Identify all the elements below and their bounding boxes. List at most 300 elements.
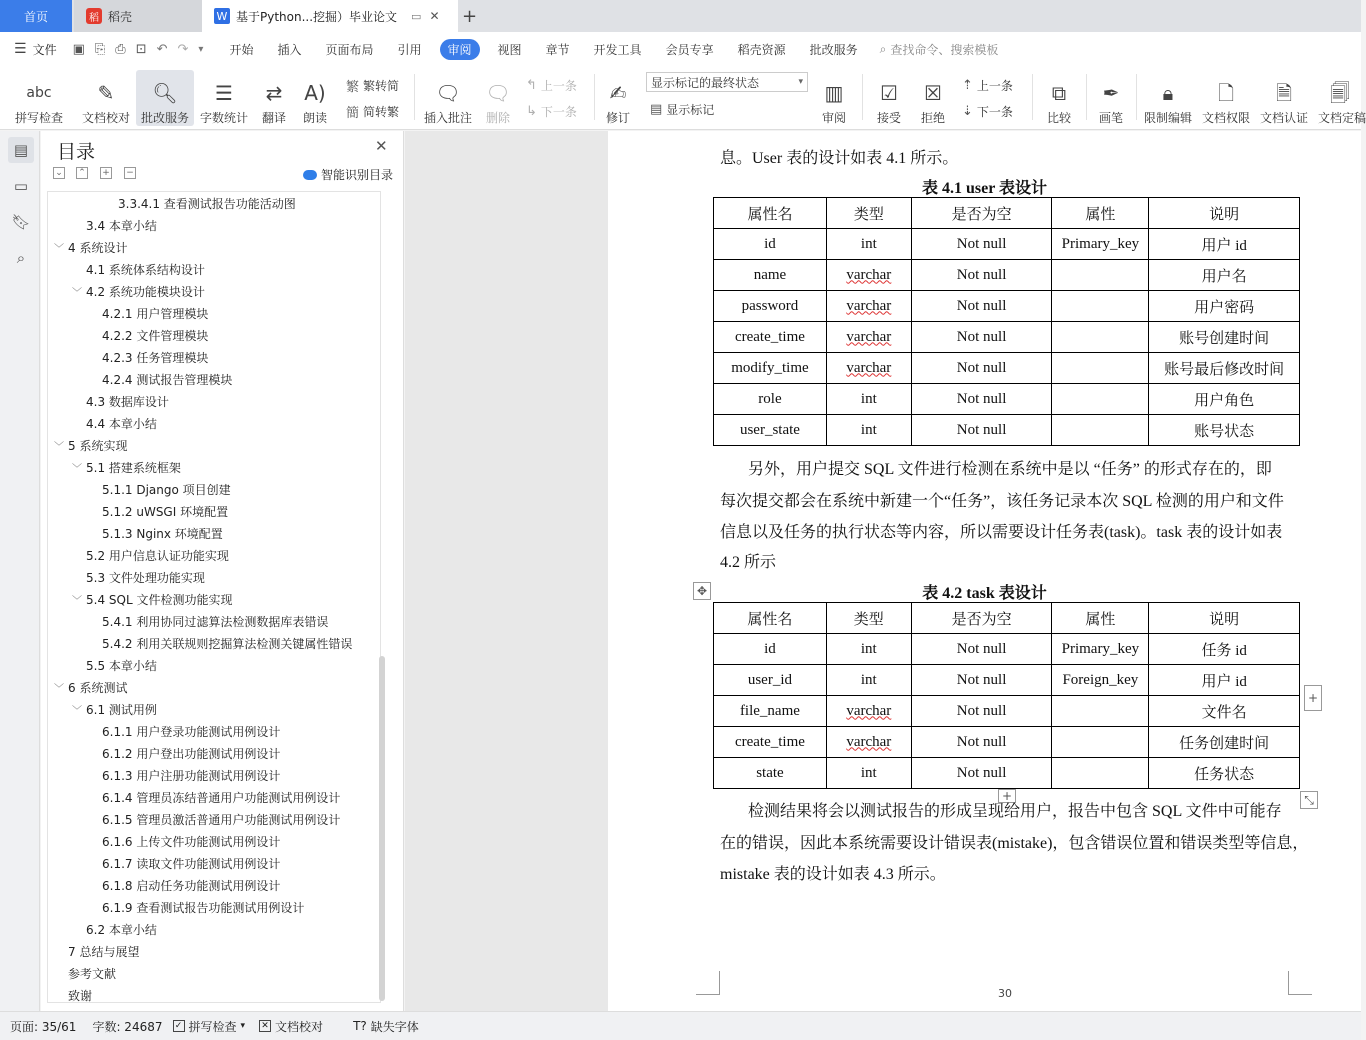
toc-item[interactable]: [72, 280, 205, 302]
paragraph-line: 息。User 表的设计如表 4.1 所示。: [720, 150, 959, 167]
page-corner-mark: [696, 971, 720, 995]
toc-item-label: 6.1.9 查看测试报告功能测试用例设计: [102, 900, 305, 915]
table-cell-text: name: [753, 266, 787, 283]
comment-plus-icon: 🗨︎: [435, 81, 461, 105]
table-cell-text: int: [860, 764, 877, 781]
save-icon[interactable]: ▣: [72, 41, 85, 57]
table-cell-text: varchar: [846, 266, 892, 283]
doc-certify-button[interactable]: [1258, 70, 1310, 126]
table-cell[interactable]: [714, 260, 827, 291]
toc-item[interactable]: [68, 962, 116, 984]
command-search[interactable]: 查找命令、搜索模板: [890, 42, 999, 57]
table-cell-text: file_name: [739, 702, 800, 719]
correction-service-button[interactable]: [136, 70, 194, 126]
menu-page-layout[interactable]: 页面布局: [325, 42, 374, 57]
tab-document[interactable]: [202, 0, 458, 32]
compare-label: 比较: [1046, 111, 1071, 125]
simp-to-trad-icon: 簡: [346, 105, 360, 121]
tab-home[interactable]: [0, 0, 72, 32]
doc-finalize-icon: 🗐: [1330, 81, 1350, 105]
table-cell[interactable]: [714, 727, 827, 758]
daoke-logo-icon: 稻: [86, 8, 102, 24]
expand-caret-icon[interactable]: ﹀: [72, 705, 82, 717]
proofread-icon: ✎: [97, 81, 115, 105]
document-page: [608, 131, 1361, 1011]
expand-caret-icon[interactable]: ﹀: [54, 441, 64, 453]
trad-to-simp-icon: 繁: [346, 79, 360, 95]
table-cell[interactable]: [1052, 696, 1149, 727]
table-cell[interactable]: [911, 665, 1052, 696]
collapse-all-icon[interactable]: ⌄: [53, 167, 65, 179]
toc-item[interactable]: [86, 412, 157, 434]
table-cell[interactable]: [911, 322, 1052, 353]
toc-item[interactable]: [86, 654, 157, 676]
toc-view-icon[interactable]: ▤: [8, 137, 34, 163]
translate-label: 翻译: [261, 111, 286, 125]
menu-view[interactable]: 视图: [497, 42, 522, 57]
table-header-cell[interactable]: 类型: [826, 198, 911, 229]
plus-icon[interactable]: +: [100, 167, 112, 179]
table-row: [714, 260, 1300, 291]
more-icon[interactable]: ▾: [198, 43, 204, 55]
table-cell-text: int: [860, 235, 877, 252]
task-table: [713, 602, 1300, 789]
print-icon[interactable]: ⎙: [115, 41, 126, 57]
toc-item[interactable]: [102, 500, 228, 522]
table-cell-text: Not null: [956, 359, 1007, 376]
table-header-cell[interactable]: 属性: [1052, 198, 1149, 229]
display-state-value: 显示标记的最终状态: [651, 75, 760, 90]
table-header-row: [714, 198, 1300, 229]
toc-item-label: 3.4 本章小结: [86, 218, 157, 233]
table-cell[interactable]: [1149, 353, 1300, 384]
table-cell-text: user_id: [747, 671, 793, 688]
toc-item[interactable]: [102, 808, 340, 830]
table-header-cell[interactable]: 是否为空: [911, 603, 1052, 634]
next-change-icon: ⇣: [962, 103, 973, 119]
toc-item[interactable]: [102, 896, 304, 918]
expand-up-icon[interactable]: ⌃: [76, 167, 88, 179]
review-pane-label: 审阅: [821, 111, 846, 125]
menu-correction[interactable]: 批改服务: [809, 42, 858, 57]
close-icon[interactable]: ✕: [375, 137, 388, 155]
next-comment-button[interactable]: [526, 100, 577, 122]
status-page[interactable]: 页面: 35/61: [10, 1019, 77, 1034]
table-header-cell[interactable]: 属性: [1052, 603, 1149, 634]
table-cell[interactable]: [826, 291, 911, 322]
table-cell[interactable]: [826, 353, 911, 384]
toc-item-label: 5.1 搭建系统框架: [86, 460, 181, 475]
table-cell[interactable]: [1149, 634, 1300, 665]
table-cell[interactable]: [714, 696, 827, 727]
table-cell[interactable]: [826, 696, 911, 727]
paragraph-line: mistake 表的设计如表 4.3 所示。: [720, 866, 946, 883]
menu-review[interactable]: 审阅: [440, 39, 480, 60]
toc-item-label: 4.3 数据库设计: [86, 394, 169, 409]
prev-change-icon: ⇡: [962, 77, 973, 93]
toc-item-label: 4.1 系统体系结构设计: [86, 262, 205, 277]
expand-caret-icon[interactable]: ﹀: [54, 243, 64, 255]
toc-item[interactable]: [102, 610, 328, 632]
table-cell[interactable]: [826, 727, 911, 758]
toc-item[interactable]: [54, 434, 127, 456]
table-cell[interactable]: [911, 384, 1052, 415]
trad-to-simp-label: 繁转简: [363, 78, 400, 93]
table-row: [714, 696, 1300, 727]
resize-table-icon[interactable]: ⤡: [1300, 791, 1318, 809]
toc-item[interactable]: [86, 566, 205, 588]
add-column-icon[interactable]: +: [1304, 685, 1322, 711]
toc-item-label: 4.2 系统功能模块设计: [86, 284, 205, 299]
table-cell-text: 文件名: [1201, 704, 1247, 721]
status-proofread[interactable]: [259, 1018, 323, 1035]
new-tab-icon[interactable]: +: [462, 5, 478, 27]
toc-item[interactable]: [86, 390, 169, 412]
table-cell[interactable]: [1052, 322, 1149, 353]
tab-document-label: 基于Python...挖掘）毕业论文: [236, 9, 398, 24]
table-cell[interactable]: [714, 322, 827, 353]
nav-sidebar-strip: [0, 131, 40, 1011]
paragraph-line: 检测结果将会以测试报告的形成呈现给用户，报告中包含 SQL 文件中可能存: [748, 803, 1282, 820]
table-cell[interactable]: [911, 291, 1052, 322]
menu-member[interactable]: 会员专享: [665, 42, 714, 57]
table-cell[interactable]: [1052, 353, 1149, 384]
table-cell[interactable]: [911, 634, 1052, 665]
table-cell[interactable]: [826, 415, 911, 446]
status-word-count[interactable]: 字数: 24687: [92, 1019, 163, 1034]
toc-item[interactable]: [54, 676, 127, 698]
table-cell[interactable]: [826, 758, 911, 789]
table-cell-text: password: [741, 297, 799, 314]
table-cell[interactable]: [1052, 727, 1149, 758]
reject-label: 拒绝: [920, 111, 945, 125]
table-header-cell[interactable]: 类型: [826, 603, 911, 634]
toc-item[interactable]: [86, 214, 157, 236]
toc-item-label: 6.1.1 用户登录功能测试用例设计: [102, 724, 281, 739]
spell-check-button[interactable]: [8, 70, 70, 126]
toc-item[interactable]: [72, 588, 232, 610]
toc-item[interactable]: [68, 940, 139, 962]
expand-caret-icon[interactable]: ﹀: [72, 287, 82, 299]
translate-button[interactable]: [256, 70, 292, 126]
pen-button[interactable]: [1094, 70, 1128, 126]
show-marks-icon: ▤: [650, 101, 663, 117]
table-cell-text: 用户密码: [1194, 299, 1255, 316]
toc-item[interactable]: [102, 764, 280, 786]
prev-change-button[interactable]: [962, 74, 1013, 96]
table-cell[interactable]: [714, 291, 827, 322]
menu-dev-tools[interactable]: 开发工具: [593, 42, 642, 57]
pen-label: 画笔: [1098, 111, 1123, 125]
word-count-label: 字数统计: [199, 111, 248, 125]
display-state-select[interactable]: [646, 72, 808, 92]
table-cell[interactable]: [911, 696, 1052, 727]
table-cell[interactable]: [1052, 634, 1149, 665]
show-marks-button[interactable]: [650, 98, 714, 120]
export-pdf-icon[interactable]: ⎘: [94, 41, 106, 57]
page-number: 30: [998, 987, 1012, 1000]
table-cell[interactable]: [714, 353, 827, 384]
prev-comment-button[interactable]: [526, 74, 577, 96]
tab-close-icon[interactable]: ✕: [429, 9, 440, 23]
table-cell[interactable]: [1149, 384, 1300, 415]
toc-panel: [41, 131, 404, 1011]
paragraph-line: 每次提交都会在系统中新建一个“任务”，该任务记录本次 SQL 检测的用户和文件: [720, 493, 1284, 510]
doc-finalize-button[interactable]: [1318, 70, 1366, 126]
restrict-edit-button[interactable]: [1142, 70, 1194, 126]
table-cell[interactable]: [1052, 758, 1149, 789]
restrict-edit-label: 限制编辑: [1143, 111, 1192, 125]
table-cell[interactable]: [714, 384, 827, 415]
toc-item[interactable]: [102, 874, 280, 896]
table-cell[interactable]: [1052, 229, 1149, 260]
accept-button[interactable]: [870, 70, 908, 126]
table-cell[interactable]: [1149, 260, 1300, 291]
next-change-button[interactable]: [962, 100, 1013, 122]
menu-insert[interactable]: 插入: [277, 42, 302, 57]
toc-item[interactable]: [68, 984, 92, 1006]
toc-item-label: 5.1.1 Django 项目创建: [102, 482, 231, 497]
paragraph-line: 信息以及任务的执行状态等内容，所以需要设计任务表(task)。task 表的设计如表: [720, 524, 1283, 541]
preview-icon[interactable]: ⊡: [135, 41, 147, 57]
next-comment-label: 下一条: [540, 104, 577, 119]
table-header-row: [714, 603, 1300, 634]
doc-certify-label: 文档认证: [1259, 111, 1308, 125]
toc-item-label: 6 系统测试: [68, 680, 128, 695]
user-table: [713, 197, 1300, 446]
table-cell-text: Foreign_key: [1062, 671, 1139, 688]
table-cell-text: Primary_key: [1061, 235, 1140, 252]
table-cell[interactable]: [1149, 758, 1300, 789]
read-aloud-icon: A): [304, 81, 326, 105]
table-cell-text: id: [764, 640, 776, 657]
table-cell[interactable]: [826, 229, 911, 260]
toc-item[interactable]: [102, 632, 352, 654]
review-pane-button[interactable]: [816, 70, 852, 126]
status-spell-check[interactable]: [173, 1018, 246, 1035]
table-cell[interactable]: [911, 260, 1052, 291]
toc-item[interactable]: [102, 742, 280, 764]
table-cell[interactable]: [1052, 291, 1149, 322]
table1-caption-text: 表 4.1 user 表设计: [921, 180, 1048, 197]
table-cell[interactable]: [714, 758, 827, 789]
read-aloud-button[interactable]: [298, 70, 332, 126]
hamburger-icon[interactable]: ☰: [14, 41, 27, 57]
check-icon: ✓: [173, 1020, 185, 1032]
insert-comment-label: 插入批注: [423, 111, 472, 125]
toc-item-label: 5.1.3 Nginx 环境配置: [102, 526, 223, 541]
table-cell-text: Not null: [956, 764, 1007, 781]
toc-item[interactable]: [102, 786, 340, 808]
menu-daoke-resources[interactable]: 稻壳资源: [737, 42, 786, 57]
toc-item-label: 6.1.2 用户登出功能测试用例设计: [102, 746, 281, 761]
table-cell[interactable]: [1052, 260, 1149, 291]
status-bar: [0, 1011, 1361, 1040]
table-cell[interactable]: [714, 634, 827, 665]
table-cell[interactable]: [911, 415, 1052, 446]
tab-daoke[interactable]: [74, 0, 202, 32]
reject-button[interactable]: [914, 70, 952, 126]
page-corner-mark: [1288, 971, 1312, 995]
toc-item[interactable]: [72, 456, 181, 478]
toc-item[interactable]: [102, 346, 208, 368]
simp-to-trad-button[interactable]: [346, 100, 399, 122]
table-cell[interactable]: [714, 665, 827, 696]
toc-item[interactable]: [72, 698, 157, 720]
table-cell[interactable]: [826, 634, 911, 665]
table-cell-text: 用户角色: [1194, 392, 1255, 409]
menu-start[interactable]: 开始: [229, 42, 254, 57]
table-row: [714, 322, 1300, 353]
document-area: [405, 131, 1361, 1011]
toc-item[interactable]: [102, 720, 280, 742]
toc-item[interactable]: [102, 852, 280, 874]
toc-item-label: 6.1.5 管理员激活普通用户功能测试用例设计: [102, 812, 341, 827]
table-cell[interactable]: [1149, 665, 1300, 696]
compare-icon: ⧉: [1051, 81, 1067, 105]
table-header-cell[interactable]: 属性名: [714, 198, 827, 229]
table-row: [714, 229, 1300, 260]
toc-item[interactable]: [86, 258, 205, 280]
insert-comment-button[interactable]: [422, 70, 474, 126]
toc-item-label: 致谢: [68, 988, 93, 1003]
minus-icon[interactable]: −: [124, 167, 136, 179]
toc-item[interactable]: [102, 830, 280, 852]
toc-item-label: 6.1.8 启动任务功能测试用例设计: [102, 878, 281, 893]
search-doc-icon[interactable]: ⌕: [16, 249, 26, 267]
toc-item[interactable]: [102, 522, 223, 544]
toolbar-divider: [594, 74, 595, 120]
table-cell[interactable]: [1149, 322, 1300, 353]
table-cell[interactable]: [826, 384, 911, 415]
toc-item-label: 5.5 本章小结: [86, 658, 157, 673]
undo-icon[interactable]: ↶: [156, 41, 168, 57]
table-cell[interactable]: [911, 727, 1052, 758]
table-cell-text: int: [860, 421, 877, 438]
table-move-handle-icon[interactable]: ✥: [693, 582, 711, 600]
table-row: [714, 291, 1300, 322]
menu-file[interactable]: 文件: [32, 42, 57, 57]
toc-item-label: 7 总结与展望: [68, 944, 140, 959]
table-cell-text: Not null: [956, 702, 1007, 719]
expand-caret-icon[interactable]: ﹀: [72, 463, 82, 475]
accept-label: 接受: [876, 111, 901, 125]
table-cell-text: 任务状态: [1194, 766, 1255, 783]
toc-item[interactable]: [102, 478, 231, 500]
table-row: [714, 665, 1300, 696]
table-row: [714, 727, 1300, 758]
table-cell[interactable]: [714, 415, 827, 446]
toc-item-label: 3.3.4.1 查看测试报告功能活动图: [118, 196, 296, 211]
toc-item-label: 5.4 SQL 文件检测功能实现: [86, 592, 233, 607]
toc-item-label: 5 系统实现: [68, 438, 128, 453]
toc-scrollbar[interactable]: [379, 656, 385, 1001]
toc-list: [47, 191, 381, 1003]
table-cell[interactable]: [826, 322, 911, 353]
toc-item[interactable]: [54, 236, 127, 258]
status-missing-font-label: 缺失字体: [370, 1019, 419, 1034]
proofread-button[interactable]: [78, 70, 134, 126]
table-cell[interactable]: [1149, 229, 1300, 260]
toc-item-label: 5.4.1 利用协同过滤算法检测数据库表错误: [102, 614, 329, 629]
table-header-cell[interactable]: 属性名: [714, 603, 827, 634]
proofread-label: 文档校对: [81, 111, 130, 125]
word-count-button[interactable]: [198, 70, 250, 126]
status-missing-font[interactable]: [353, 1018, 419, 1035]
toc-item[interactable]: [86, 918, 157, 940]
toolbar-divider: [1136, 74, 1137, 120]
table-cell[interactable]: [1149, 727, 1300, 758]
toc-item-label: 6.1 测试用例: [86, 702, 157, 717]
toc-item[interactable]: [102, 368, 232, 390]
table-header-cell[interactable]: 说明: [1149, 198, 1300, 229]
table-header-cell[interactable]: 是否为空: [911, 198, 1052, 229]
delete-comment-button[interactable]: [480, 70, 516, 126]
table-cell[interactable]: [1149, 291, 1300, 322]
table-cell[interactable]: [1149, 696, 1300, 727]
toc-item[interactable]: [118, 192, 296, 214]
expand-caret-icon[interactable]: ﹀: [54, 683, 64, 695]
status-spell-label: 拼写检查: [188, 1019, 237, 1034]
table-cell[interactable]: [1149, 415, 1300, 446]
accept-icon: ☑: [880, 81, 898, 105]
word-count-icon: ☰: [215, 81, 233, 105]
table-cell-text: Not null: [956, 235, 1007, 252]
table-cell-text: 账号状态: [1194, 423, 1255, 440]
doc-rights-button[interactable]: [1200, 70, 1252, 126]
table-cell[interactable]: [911, 758, 1052, 789]
table-cell[interactable]: [826, 665, 911, 696]
expand-caret-icon[interactable]: ﹀: [72, 595, 82, 607]
toc-item-label: 5.3 文件处理功能实现: [86, 570, 205, 585]
table-cell[interactable]: [1052, 384, 1149, 415]
table-header-cell[interactable]: 说明: [1149, 603, 1300, 634]
table-cell[interactable]: [1052, 415, 1149, 446]
table-cell-text: 账号最后修改时间: [1164, 361, 1285, 378]
table-cell[interactable]: [826, 260, 911, 291]
table-cell-text: Not null: [956, 297, 1007, 314]
reject-icon: ☒: [924, 81, 942, 105]
toc-item-label: 4.2.3 任务管理模块: [102, 350, 209, 365]
smart-toc-button[interactable]: [303, 166, 393, 183]
translate-icon: ⇄: [265, 81, 283, 105]
trad-to-simp-button[interactable]: [346, 74, 399, 96]
toc-item[interactable]: [102, 324, 208, 346]
table-cell-text: modify_time: [731, 359, 809, 376]
table-cell-text: state: [756, 764, 784, 781]
table-cell[interactable]: [1052, 665, 1149, 696]
table-cell-text: varchar: [846, 328, 892, 345]
bookmark-icon[interactable]: 🔖︎: [11, 213, 31, 231]
redo-icon[interactable]: ↷: [177, 41, 189, 57]
table-cell[interactable]: [911, 353, 1052, 384]
table-cell[interactable]: [714, 229, 827, 260]
toc-item[interactable]: [86, 544, 229, 566]
table-cell-text: 用户 id: [1201, 237, 1247, 254]
correction-icon: 🔍︎: [152, 81, 178, 105]
doc-rights-label: 文档权限: [1201, 111, 1250, 125]
tab-pin-icon[interactable]: ▭: [411, 9, 422, 23]
chapter-nav-icon[interactable]: ▭: [13, 177, 29, 195]
menu-reference[interactable]: 引用: [397, 42, 422, 57]
revise-button[interactable]: [600, 70, 636, 126]
toc-item[interactable]: [102, 302, 208, 324]
menu-chapter[interactable]: 章节: [545, 42, 570, 57]
table-cell[interactable]: [911, 229, 1052, 260]
proof-icon: ✕: [259, 1020, 271, 1032]
compare-button[interactable]: [1040, 70, 1078, 126]
add-row-icon[interactable]: +: [998, 789, 1016, 803]
